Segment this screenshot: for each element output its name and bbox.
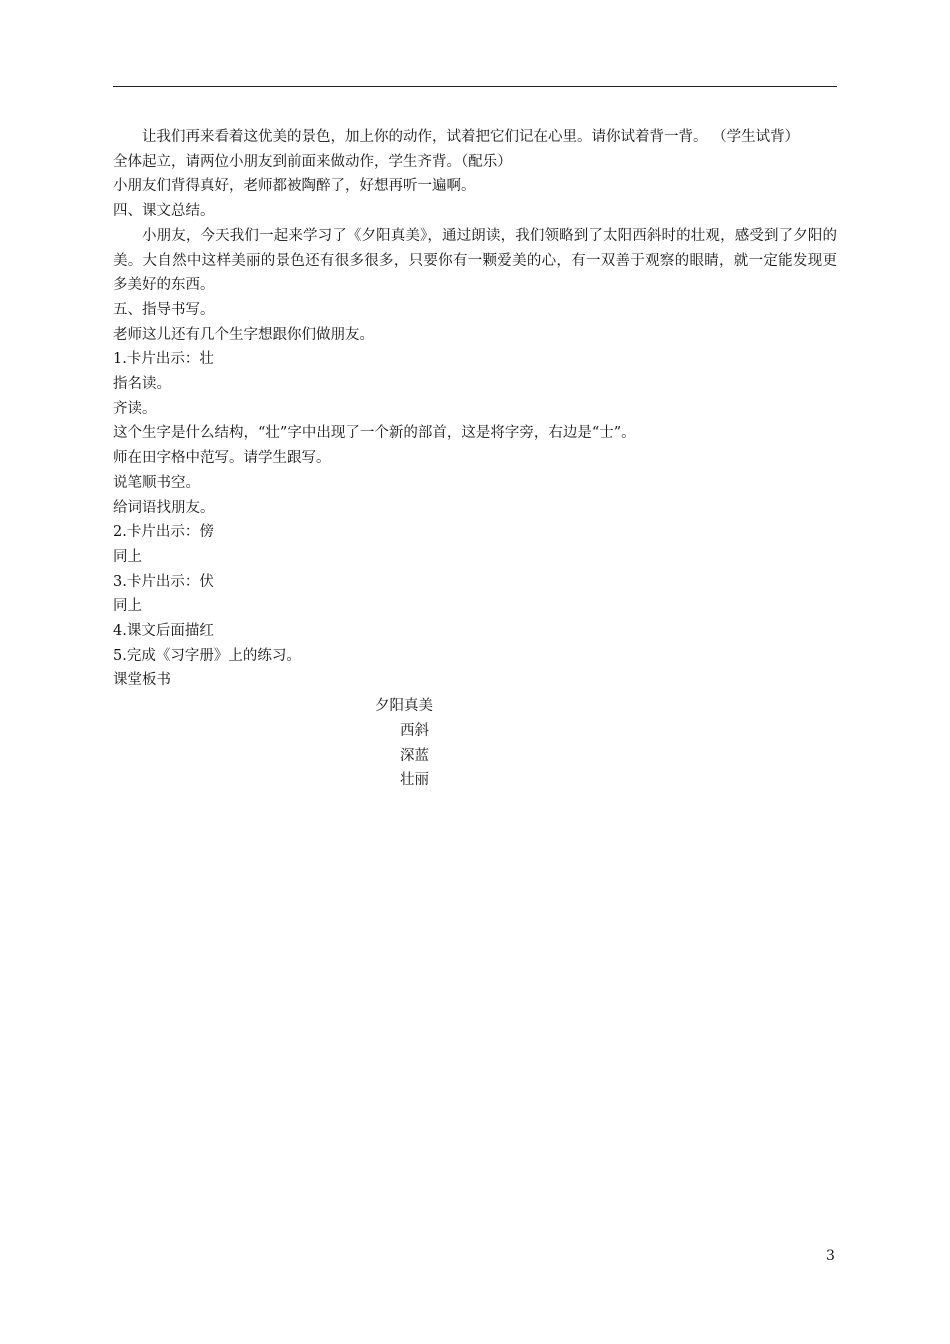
board-item: 西斜 bbox=[400, 722, 429, 739]
text-line: 同上 bbox=[113, 548, 142, 565]
text-line: 这个生字是什么结构，“壮”字中出现了一个新的部首，这是将字旁，右边是“士”。 bbox=[113, 425, 636, 442]
intro-paragraph: 让我们再来看着这优美的景色，加上你的动作，试着把它们记在心里。请你试着背一背。 （学生试背） bbox=[142, 129, 800, 145]
summary-paragraph: 小朋友，今天我们一起来学习了《夕阳真美》，通过朗读，我们领略到了太阳西斜时的壮观，感受到了夕阳的美。大自然中这样美丽的景色还有很多很多，只要你有一颗爱美的心，有一双善于观察的眼睛，就一定能发现更多美好的东西。 bbox=[113, 227, 837, 294]
text-line: 全体起立，请两位小朋友到前面来做动作，学生齐背。（配乐） bbox=[113, 153, 512, 170]
board-heading: 课堂板书 bbox=[113, 672, 171, 689]
text-line: 5.完成《习字册》上的练习。 bbox=[113, 647, 301, 664]
card-item: 1.卡片出示：壮 bbox=[113, 351, 214, 368]
board-item: 壮丽 bbox=[400, 772, 429, 789]
text-line: 4.课文后面描红 bbox=[113, 623, 214, 640]
text-line: 指名读。 bbox=[113, 376, 171, 393]
header-rule bbox=[113, 86, 837, 87]
text-line: 给词语找朋友。 bbox=[113, 499, 215, 516]
text-line: 老师这儿还有几个生字想跟你们做朋友。 bbox=[113, 326, 374, 343]
blackboard-notes bbox=[113, 694, 837, 793]
card-item: 3.卡片出示：伏 bbox=[113, 573, 214, 590]
page-number: 3 bbox=[826, 1248, 835, 1264]
document-body bbox=[113, 125, 837, 793]
text-line: 小朋友们背得真好，老师都被陶醉了，好想再听一遍啊。 bbox=[113, 178, 476, 195]
card-item: 2.卡片出示：傍 bbox=[113, 524, 214, 541]
text-line: 同上 bbox=[113, 598, 142, 615]
text-line: 说笔顺书空。 bbox=[113, 474, 200, 491]
text-line: 齐读。 bbox=[113, 400, 157, 417]
section-heading-writing: 五、指导书写。 bbox=[113, 301, 215, 318]
board-item: 深蓝 bbox=[400, 747, 429, 764]
board-title: 夕阳真美 bbox=[375, 698, 433, 715]
section-heading-summary: 四、课文总结。 bbox=[113, 203, 215, 220]
text-line: 师在田字格中范写。请学生跟写。 bbox=[113, 450, 331, 467]
